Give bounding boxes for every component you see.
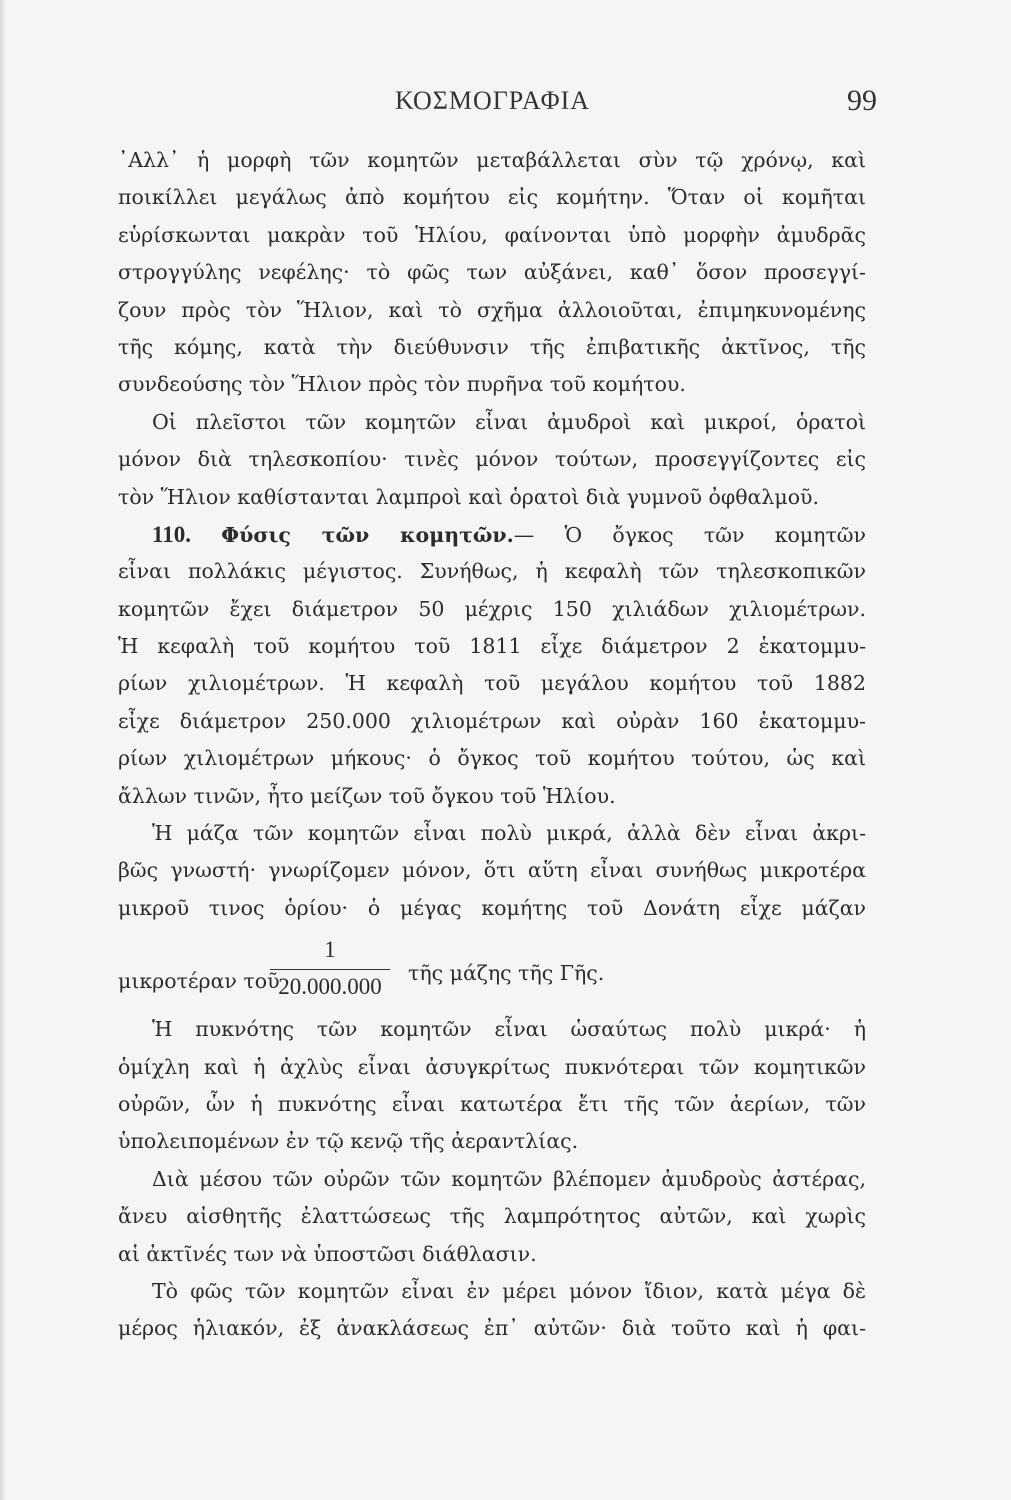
text-line: εἶχε διάμετρον 250.000 χιλιομέτρων καὶ οὐρὰν 160 ἑκατομμυ- <box>118 708 866 733</box>
text-line: Οἱ πλεῖστοι τῶν κομητῶν εἶναι ἀμυδροὶ καὶ μικροί, ὁρατοὶ <box>152 409 866 434</box>
text-line: τῆς κόμης, κατὰ τὴν διεύθυνσιν τῆς ἐπιβατικῆς ἀκτῖνος, τῆς <box>118 334 866 359</box>
fraction <box>270 935 390 1002</box>
text-line: τὸν Ἥλιον καθίστανται λαμπροὶ καὶ ὁρατοὶ διὰ γυμνοῦ ὀφθαλμοῦ. <box>118 484 820 509</box>
fraction-bar <box>270 969 390 970</box>
fraction-denominator: 20.000.000 <box>278 974 382 1000</box>
text-line: στρογγύλης νεφέλης· τὸ φῶς των αὐξάνει, καθ᾿ ὅσον προσεγγί- <box>118 260 866 285</box>
text-line: ᾿Αλλ᾿ ἡ μορφὴ τῶν κομητῶν μεταβάλλεται σὺν τῷ χρόνῳ, καὶ <box>118 148 866 172</box>
fraction-line <box>118 927 866 1011</box>
text-line: ἄλλων τινῶν, ἦτο μείζων τοῦ ὄγκου τοῦ Ἡλίου. <box>118 783 616 808</box>
section-heading-line <box>118 516 866 553</box>
text-line: μόνον διὰ τηλεσκοπίου· τινὲς μόνον τούτων, προσεγγίζοντες εἰς <box>118 447 866 472</box>
text-line: αἱ ἀκτῖνές των νὰ ὑποστῶσι διάθλασιν. <box>118 1241 537 1266</box>
text-line: Τὸ φῶς τῶν κομητῶν εἶναι ἐν μέρει μόνον ἴδιον, κατὰ μέγα δὲ <box>152 1278 866 1303</box>
text-line: εὑρίσκωνται μακρὰν τοῦ Ἡλίου, φαίνονται ὑπὸ μορφὴν ἀμυδρᾶς <box>118 222 866 247</box>
text-line: Διὰ μέσου τῶν οὐρῶν τῶν κομητῶν βλέπομεν ἀμυδροὺς ἀστέρας, <box>152 1166 866 1191</box>
text-line: βῶς γνωστή· γνωρίζομεν μόνον, ὅτι αὕτη εἶναι συνήθως μικροτέρα <box>118 858 866 883</box>
running-head <box>120 84 877 126</box>
fraction-suffix: τῆς μάζης τῆς Γῆς. <box>408 961 605 986</box>
text-line: Ἡ κεφαλὴ τοῦ κομήτου τοῦ 1811 εἶχε διάμετρον 2 ἑκατομμυ- <box>118 634 866 659</box>
text-line: Ἡ μάζα τῶν κομητῶν εἶναι πολὺ μικρά, ἀλλὰ δὲν εἶναι ἀκρι- <box>152 821 866 846</box>
section-title: Φύσις τῶν κομητῶν. <box>221 522 514 547</box>
text-line: κομητῶν ἔχει διάμετρον 50 μέχρις 150 χιλιάδων χιλιομέτρων. <box>118 596 866 621</box>
text-line: ρίων χιλιομέτρων μήκους· ὁ ὄγκος τοῦ κομήτου τούτου, ὡς καὶ <box>118 746 866 771</box>
fraction-numerator: 1 <box>324 937 336 963</box>
running-head-title: ΚΟΣΜΟΓΡΑΦΙΑ <box>394 86 591 115</box>
page-number: 99 <box>847 84 877 117</box>
text-line: μικροῦ τινος ὁρίου· ὁ μέγας κομήτης τοῦ Δονάτη εἶχε μάζαν <box>118 895 866 920</box>
text-line: Ἡ πυκνότης τῶν κομητῶν εἶναι ὡσαύτως πολὺ μικρά· ἡ <box>152 1017 866 1042</box>
text-line: ὑπολειπομένων ἐν τῷ κενῷ τῆς ἀεραντλίας. <box>118 1129 579 1154</box>
text-line: ἄνευ αἰσθητῆς ἐλαττώσεως τῆς λαμπρότητος αὐτῶν, καὶ χωρὶς <box>118 1204 866 1229</box>
text-line: ζουν πρὸς τὸν Ἥλιον, καὶ τὸ σχῆμα ἀλλοιοῦται, ἐπιμηκυνομένης <box>118 297 866 322</box>
section-number: 110. <box>152 521 191 547</box>
text-line: ποικίλλει μεγάλως ἀπὸ κομήτου εἰς κομήτην. Ὅταν οἱ κομῆται <box>118 185 866 210</box>
text-line: εἶναι πολλάκις μέγιστος. Συνήθως, ἡ κεφαλὴ τῶν τηλεσκοπικῶν <box>118 559 866 584</box>
text-line: οὐρῶν, ὧν ἡ πυκνότης εἶναι κατωτέρα ἔτι τῆς τῶν ἀερίων, τῶν <box>118 1091 866 1116</box>
fraction-prefix: μικροτέραν τοῦ <box>118 969 280 994</box>
section-first-line: — Ὁ ὄγκος τῶν κομητῶν <box>513 522 866 547</box>
body-text <box>118 142 866 1348</box>
text-line: ὁμίχλη καὶ ἡ ἀχλὺς εἶναι ἀσυγκρίτως πυκνότεραι τῶν κομητικῶν <box>118 1054 866 1079</box>
text-line: ρίων χιλιομέτρων. Ἡ κεφαλὴ τοῦ μεγάλου κομήτου τοῦ 1882 <box>118 671 866 696</box>
text-line: συνδεούσης τὸν Ἥλιον πρὸς τὸν πυρῆνα τοῦ κομήτου. <box>118 372 686 397</box>
text-line: μέρος ἡλιακόν, ἐξ ἀνακλάσεως ἐπ᾿ αὐτῶν· διὰ τοῦτο καὶ ἡ φαι- <box>118 1316 866 1341</box>
